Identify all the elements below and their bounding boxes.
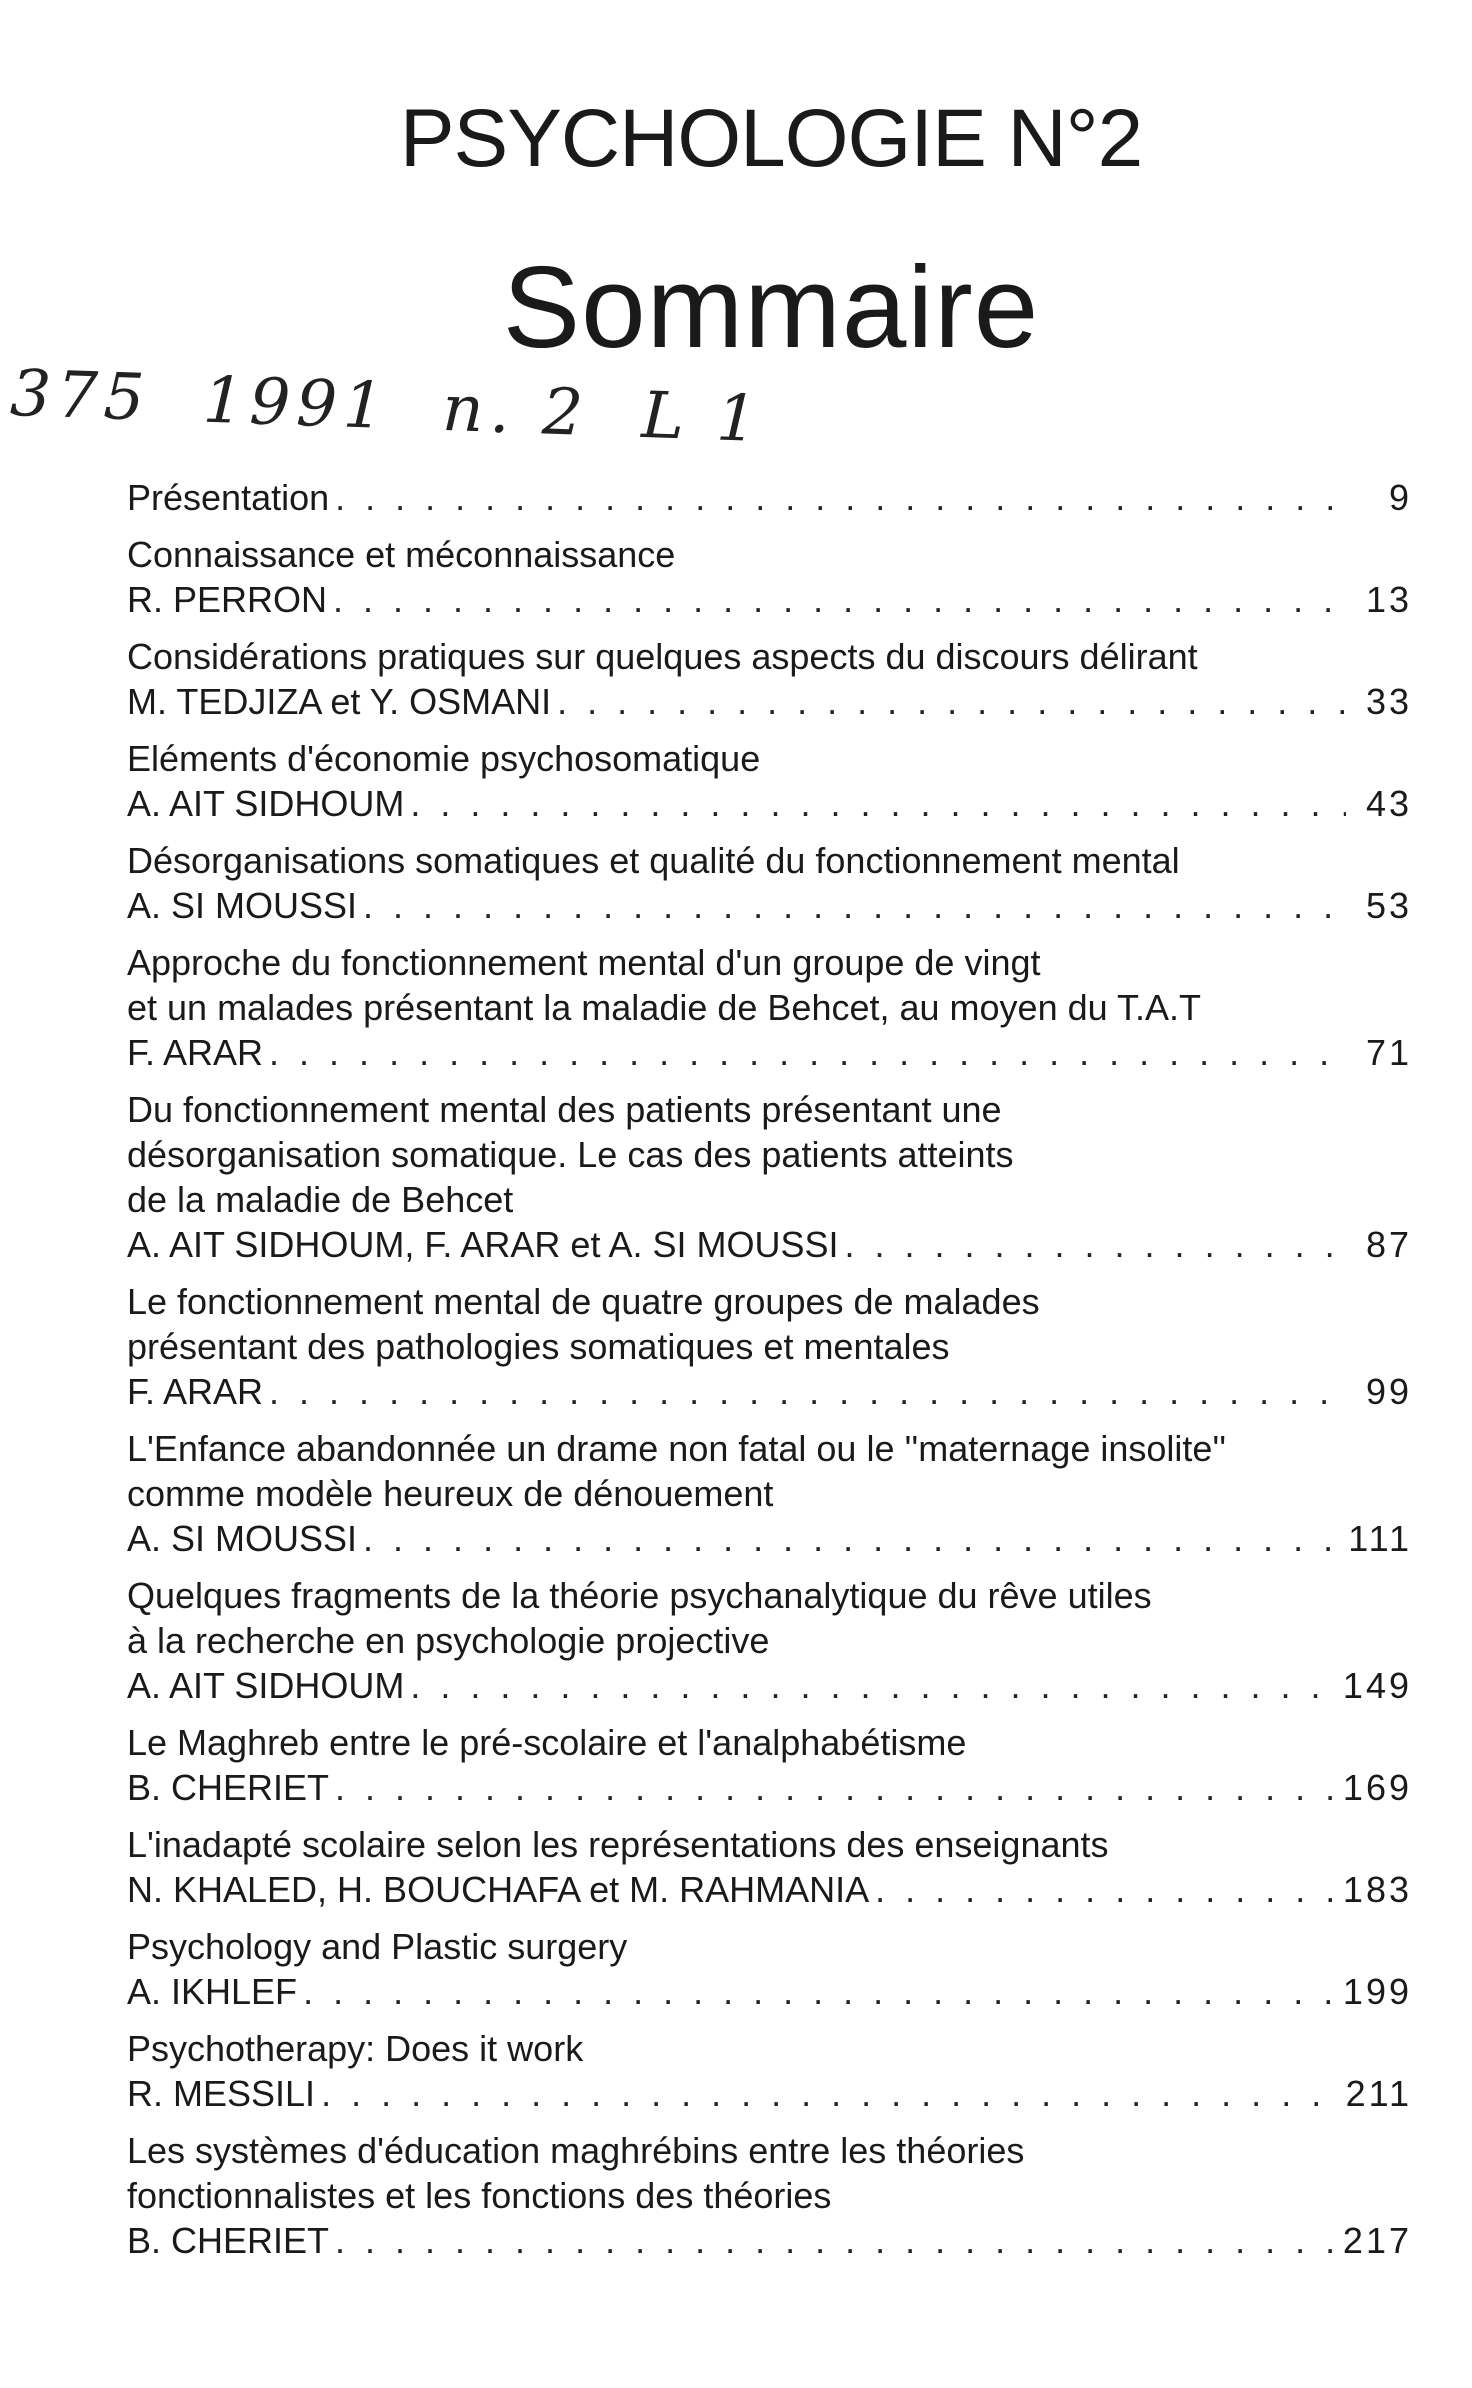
toc-entry <box>127 1822 1412 1912</box>
toc-entry-page-number: 13 <box>1365 579 1412 620</box>
leader-dots <box>410 1663 1337 1708</box>
toc-entry-author-row <box>127 577 1412 622</box>
toc-entry <box>127 940 1412 1075</box>
toc-entry-author: B. CHERIET <box>127 2220 330 2261</box>
toc-entry-title-line: Le Maghreb entre le pré-scolaire et l'analphabétisme <box>127 1722 967 1763</box>
toc-entry-page-number: 149 <box>1342 1665 1412 1706</box>
toc-entry-page-number: 9 <box>1388 477 1412 518</box>
leader-dots <box>335 1765 1337 1810</box>
toc-entry-author: A. AIT SIDHOUM <box>127 783 405 824</box>
journal-title: PSYCHOLOGIE N°2 <box>399 93 1143 184</box>
toc-entry-title-line: fonctionnalistes et les fonctions des théories <box>127 2175 832 2216</box>
toc-entry-author-row <box>127 1663 1412 1708</box>
toc-entry <box>127 1087 1412 1267</box>
toc-entry-page-number: 183 <box>1342 1869 1412 1910</box>
toc-entry-page-number: 33 <box>1365 681 1412 722</box>
toc-entry-title-line: de la maladie de Behcet <box>127 1179 514 1220</box>
leader-dots <box>321 2071 1340 2116</box>
toc-entry <box>127 634 1412 724</box>
toc-entry-author-row <box>127 2071 1412 2116</box>
toc-entry-author-row <box>127 1969 1412 2014</box>
toc-entry-page-number: 87 <box>1365 1224 1412 1265</box>
toc-entry-author-row <box>127 475 1412 520</box>
toc-entry-page-number: 199 <box>1342 1971 1412 2012</box>
handwritten-call-number: 375 1991 n. 2 L 1 <box>8 356 765 458</box>
toc-entry-title-line: Psychotherapy: Does it work <box>127 2028 584 2069</box>
toc-entry-author: R. PERRON <box>127 579 328 620</box>
toc-entry-title-line: Eléments d'économie psychosomatique <box>127 738 761 779</box>
leader-dots <box>363 1516 1342 1561</box>
toc-entry-author-row <box>127 1369 1412 1414</box>
toc-entry-author: A. SI MOUSSI <box>127 1518 358 1559</box>
toc-entry-title-line: Du fonctionnement mental des patients présentant une <box>127 1089 1002 1130</box>
leader-dots <box>875 1867 1337 1912</box>
toc-entry-author: R. MESSILI <box>127 2073 316 2114</box>
toc-entry-title-line: Quelques fragments de la théorie psychanalytique du rêve utiles <box>127 1575 1152 1616</box>
toc-entry-author-row <box>127 1516 1412 1561</box>
toc-entry-author: A. IKHLEF <box>127 1971 298 2012</box>
toc-entry-title-line: Considérations pratiques sur quelques aspects du discours délirant <box>127 636 1198 677</box>
toc-entry <box>127 736 1412 826</box>
toc-entry <box>127 1573 1412 1708</box>
toc-entry-author-row <box>127 1030 1412 1075</box>
toc-entry-page-number: 211 <box>1345 2073 1412 2114</box>
leader-dots <box>557 679 1346 724</box>
leader-dots <box>269 1369 1346 1414</box>
toc-entry <box>127 1720 1412 1810</box>
page-heading: Sommaire <box>502 242 1040 372</box>
toc-entry-author: F. ARAR <box>127 1371 264 1412</box>
toc-entry-page-number: 53 <box>1365 885 1412 926</box>
toc-entry <box>127 2026 1412 2116</box>
leader-dots <box>363 883 1346 928</box>
toc-entry <box>127 2128 1412 2263</box>
toc-entry-title-line: L'Enfance abandonnée un drame non fatal ou le ''maternage insolite'' <box>127 1428 1227 1469</box>
toc-entry-title-line: présentant des pathologies somatiques et mentales <box>127 1326 950 1367</box>
toc-entry-title-line: comme modèle heureux de dénouement <box>127 1473 774 1514</box>
toc-entry-page-number: 71 <box>1365 1032 1412 1073</box>
table-of-contents <box>127 475 1412 2275</box>
leader-dots <box>410 781 1346 826</box>
leader-dots <box>335 2218 1337 2263</box>
toc-entry-title-line: Psychology and Plastic surgery <box>127 1926 628 1967</box>
toc-entry-author: N. KHALED, H. BOUCHAFA et M. RAHMANIA <box>127 1869 870 1910</box>
toc-entry-title-line: Désorganisations somatiques et qualité du fonctionnement mental <box>127 840 1180 881</box>
toc-entry-title-line: Connaissance et méconnaissance <box>127 534 676 575</box>
toc-entry-title-line: Approche du fonctionnement mental d'un groupe de vingt <box>127 942 1041 983</box>
toc-entry-page-number: 169 <box>1342 1767 1412 1808</box>
toc-entry-title-line: à la recherche en psychologie projective <box>127 1620 770 1661</box>
toc-entry-author-row <box>127 883 1412 928</box>
toc-entry <box>127 475 1412 520</box>
toc-entry-title-line: et un malades présentant la maladie de Behcet, au moyen du T.A.T <box>127 987 1201 1028</box>
toc-entry-author: Présentation <box>127 477 330 518</box>
toc-entry-author-row <box>127 2218 1412 2263</box>
toc-entry-page-number: 217 <box>1342 2220 1412 2261</box>
toc-entry-author: M. TEDJIZA et Y. OSMANI <box>127 681 552 722</box>
toc-entry-author-row <box>127 781 1412 826</box>
toc-entry-author: A. SI MOUSSI <box>127 885 358 926</box>
toc-entry <box>127 1924 1412 2014</box>
toc-entry-author-row <box>127 1867 1412 1912</box>
toc-entry-author-row <box>127 1765 1412 1810</box>
toc-entry-author: B. CHERIET <box>127 1767 330 1808</box>
toc-entry <box>127 838 1412 928</box>
leader-dots <box>845 1222 1346 1267</box>
toc-entry-author: F. ARAR <box>127 1032 264 1073</box>
toc-entry-page-number: 99 <box>1365 1371 1412 1412</box>
toc-entry-title-line: L'inadapté scolaire selon les représentations des enseignants <box>127 1824 1109 1865</box>
leader-dots <box>333 577 1346 622</box>
toc-entry <box>127 1426 1412 1561</box>
toc-entry-page-number: 111 <box>1348 1518 1412 1559</box>
leader-dots <box>303 1969 1337 2014</box>
toc-entry-title-line: Le fonctionnement mental de quatre groupes de malades <box>127 1281 1040 1322</box>
toc-entry-title-line: Les systèmes d'éducation maghrébins entre les théories <box>127 2130 1025 2171</box>
toc-entry-page-number: 43 <box>1365 783 1412 824</box>
toc-entry-author-row <box>127 679 1412 724</box>
toc-entry-author: A. AIT SIDHOUM <box>127 1665 405 1706</box>
toc-entry-author: A. AIT SIDHOUM, F. ARAR et A. SI MOUSSI <box>127 1224 839 1265</box>
toc-entry-title-line: désorganisation somatique. Le cas des patients atteints <box>127 1134 1014 1175</box>
toc-entry <box>127 532 1412 622</box>
toc-entry <box>127 1279 1412 1414</box>
toc-entry-author-row <box>127 1222 1412 1267</box>
leader-dots <box>335 475 1346 520</box>
leader-dots <box>269 1030 1346 1075</box>
